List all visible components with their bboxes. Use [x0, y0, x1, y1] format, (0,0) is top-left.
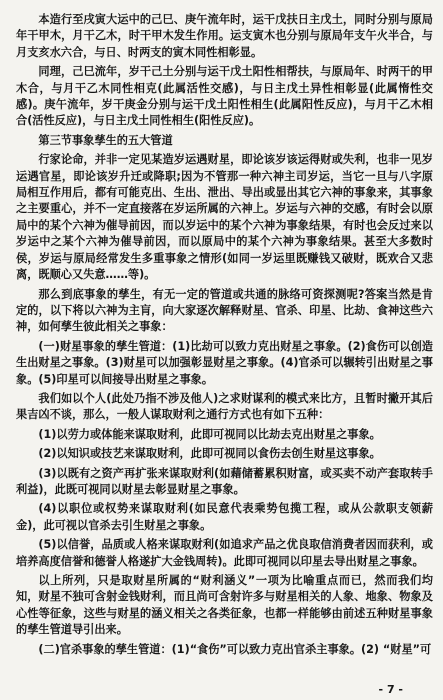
paragraph-7: 以上所列，只是取财星所属的“财利涵义”一项为比喻重点而已，然而我们均知，财星不独可含射金钱财利，而且尚可含射许多与财星相关的人象、地象、物象及心性等征象，这些与财星的涵义相关之各类征象，也都一样能够由前述五种财星事象的孳生管道导引出来。 [16, 574, 433, 637]
paragraph-5: (一)财星事象的孳生管道：(1)比劫可以致力克出财星之事象。(2)食伤可以创造生出财星之事象。(3)财星可以加强彰显财星之事象。(4)官杀可以辗转引出财星之事象。(5)印星可以间接导出财星之事象。 [16, 339, 433, 386]
paragraph-2: 同理，己巳流年，岁干己土分别与运干戊土阳性相帮扶，与原局年、时两干的甲木合，与月干乙木同性相克(此属活性交感)，与日主戊土异性相彰显(此属惰性交感)。庚午流年，岁干庚金分别与运干戊土阳性相生(此属阳性反应)，与月干乙木相合(活性反应)，与日主戊土同性相生(阳性反应)。 [16, 65, 433, 128]
paragraph-1: 本造行至戌寅大运中的己巳、庚午流年时，运干戊扶日主戊土，同时分别与原局年干甲木，月干乙木，时干甲木发生作用。运支寅木也分别与原局年支午火半合，与月支亥水六合，与日、时两支的寅木同性相彰显。 [16, 13, 433, 59]
list-item-4: (4)以职位或权势来谋取财利(如民意代表乘势包揽工程，或从公款职支领薪金)，此可视以官杀去引生财星之事象。 [16, 502, 433, 532]
section-heading: 第三节事象孳生的五大管道 [38, 133, 173, 147]
list-item-3: (3)以既有之资产再扩张来谋取财利(如藉储蓄累积财富，或买卖不动产套取转手利益)，此既可视同以财星去彰显财星之事象。 [16, 466, 433, 496]
page-number: - 7 - [378, 683, 403, 696]
paragraph-4: 那么到底事象的孳生，有无一定的管道或共通的脉络可资探测呢?答案当然是肯定的，以下将以六神为主肓，向大家逐次解释财星、官杀、印星、比劫、食神这些六神，如何孳生彼此相关之事象： [16, 287, 433, 334]
list-item-2: (2)以知识或技艺来谋取财利，此即可视同以食伤去创生财星这事象。 [38, 447, 381, 461]
paragraph-3: 行家论命，并非一定见某造岁运遇财星，即论该岁该运得财或失利，也非一见岁运遇官星，即论该岁升迁或降职;因为不管那一种六神主司岁运，当它一旦与八字原局相互作用后，都有可能克出、生出、泄出、导出或显出其它六神的事象来，其事象之主要重心，并不一定直接落在岁运所属的六神上。岁运与六神的交感，有时会以原局中的某个六神为催导前因，而以岁运中的某个六神为事象结果，有时也会反过来以岁运中之某个六神为催导前因，而以原局中的某个六神为事象结果。甚至大多数时侯，岁运与原局经常发生多重事象之情形(如同一岁运里既赚钱又破财，既欢合又悲离，既顺心又失意……等)。 [16, 153, 433, 282]
list-item-5: (5)以信誉，品质或人格来谋取财利(如追求产品之优良取信消费者因而获利，或培养高度信誉和德誉人格遂扩大金钱周转)。此即可视同以印星去导出财星之事象。 [16, 538, 433, 568]
paragraph-6: 我们如以个人(此处乃指不涉及他人)之求财谋利的模式来比方，且暂时撇开其后果吉凶不谈，那么，一般人谋取财利之通行方式也有如下五种： [16, 391, 433, 422]
paragraph-8: (二)官杀事象的孳生管道：(1)“食伤”可以致力克出官杀主事象。(2) “财星”可 [38, 642, 432, 656]
list-item-1: (1)以劳力或体能来谋取财利，此即可视同以比劫去克出财星之事象。 [38, 427, 381, 441]
